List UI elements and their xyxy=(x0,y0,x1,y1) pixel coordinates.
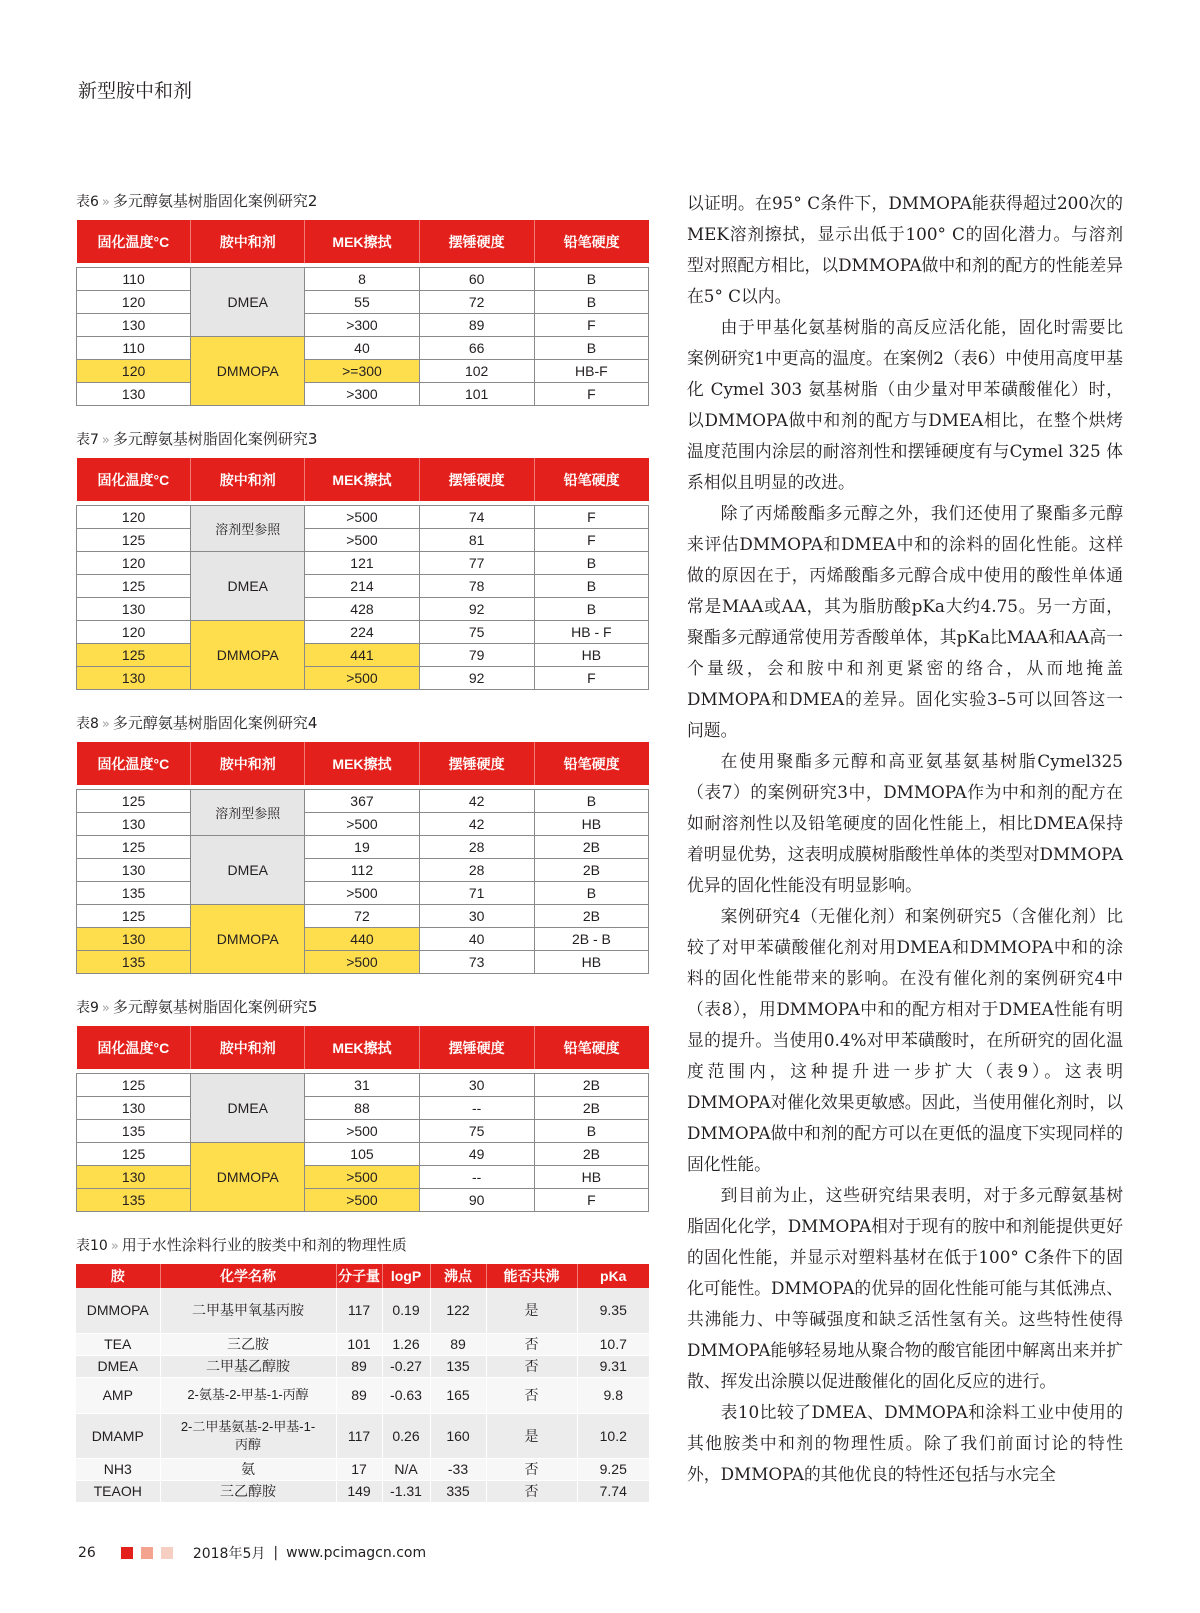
mek-cell: 31 xyxy=(305,1074,419,1097)
temp-cell: 135 xyxy=(77,882,191,905)
logp-cell: -0.27 xyxy=(382,1355,430,1377)
column-header: MEK擦拭 xyxy=(305,220,419,263)
column-header: 胺中和剂 xyxy=(191,742,305,785)
table-row xyxy=(77,859,649,882)
column-header: 固化温度°C xyxy=(77,1026,191,1069)
pendulum-cell: 75 xyxy=(419,1120,534,1143)
table-header-row xyxy=(77,220,649,263)
table-row xyxy=(77,598,649,621)
boiling-point-cell: 160 xyxy=(430,1413,486,1458)
logp-cell: 0.26 xyxy=(382,1413,430,1458)
boiling-point-cell: 135 xyxy=(430,1355,486,1377)
curing-data-table xyxy=(76,742,649,974)
amine-cell: DMAMP xyxy=(76,1413,160,1458)
pendulum-cell: 102 xyxy=(419,360,534,383)
pendulum-cell: 92 xyxy=(419,598,534,621)
curing-data-table xyxy=(76,1026,649,1212)
mek-cell: 19 xyxy=(305,836,419,859)
table-row xyxy=(76,1333,649,1355)
temp-cell: 125 xyxy=(77,1143,191,1166)
temp-cell: 130 xyxy=(77,383,191,406)
pencil-cell: 2B xyxy=(534,1097,648,1120)
pencil-cell: B xyxy=(534,268,648,291)
pencil-cell: HB xyxy=(534,1166,648,1189)
amine-group-cell: DMMOPA xyxy=(191,1143,305,1212)
pencil-cell: 2B xyxy=(534,905,648,928)
footer-separator: | xyxy=(273,1545,279,1561)
mek-cell: 214 xyxy=(305,575,419,598)
pendulum-cell: -- xyxy=(419,1097,534,1120)
table-block xyxy=(76,996,649,1212)
issue-date: 2018年5月 xyxy=(192,1546,266,1562)
chemical-name-cell: 2-氨基-2-甲基-1-丙醇 xyxy=(160,1377,336,1413)
logp-cell: N/A xyxy=(382,1458,430,1480)
amine-group-cell: DMEA xyxy=(191,836,305,905)
curing-data-table xyxy=(76,458,649,690)
pencil-cell: F xyxy=(534,314,648,337)
molecular-weight-cell: 17 xyxy=(336,1458,382,1480)
chemical-name-cell: 2-二甲基氨基-2-甲基-1-丙醇 xyxy=(160,1413,336,1458)
mek-cell: >500 xyxy=(305,529,419,552)
temp-cell: 120 xyxy=(77,506,191,529)
temp-cell: 110 xyxy=(77,337,191,360)
mek-cell: 441 xyxy=(305,644,419,667)
column-header: 胺中和剂 xyxy=(191,1026,305,1069)
table-caption xyxy=(76,712,649,734)
pendulum-cell: 28 xyxy=(419,859,534,882)
mek-cell: >300 xyxy=(305,314,419,337)
pendulum-cell: 79 xyxy=(419,644,534,667)
pendulum-cell: 30 xyxy=(419,905,534,928)
amine-cell: TEA xyxy=(76,1333,160,1355)
table-number: 表6 xyxy=(76,194,99,210)
mek-cell: >=300 xyxy=(305,360,419,383)
molecular-weight-cell: 117 xyxy=(336,1413,382,1458)
pka-cell: 10.2 xyxy=(577,1413,649,1458)
table-block xyxy=(76,712,649,974)
paragraph: 案例研究4（无催化剂）和案例研究5（含催化剂）比较了对甲苯磺酸催化剂对用DMEA和DMMOPA中和的涂料的固化性能带来的影响。在没有催化剂的案例研究4中（表8），用DMMOPA中和的配方相对于DMEA性能有明显的提升。当使用0.4%对甲苯磺酸时，在所研究的固化温度范围内，这种提升进一步扩大（表9）。这表明DMMOPA对催化效果更敏感。因此，当使用催化剂时，以DMMOPA做中和剂的配方可以在更低的温度下实现同样的固化性能。 xyxy=(687,906,1123,1174)
table-title: 多元醇氨基树脂固化案例研究5 xyxy=(112,998,318,1016)
table-row xyxy=(77,644,649,667)
pendulum-cell: 42 xyxy=(419,813,534,836)
tables-column xyxy=(76,190,649,1525)
amine-cell: DMMOPA xyxy=(76,1288,160,1333)
boiling-point-cell: 165 xyxy=(430,1377,486,1413)
column-header: 化学名称 xyxy=(160,1264,336,1288)
pencil-cell: B xyxy=(534,337,648,360)
pendulum-cell: 71 xyxy=(419,882,534,905)
case-study-tables xyxy=(76,190,649,1212)
temp-cell: 125 xyxy=(77,836,191,859)
pendulum-cell: 28 xyxy=(419,836,534,859)
pendulum-cell: 89 xyxy=(419,314,534,337)
pendulum-cell: 60 xyxy=(419,268,534,291)
column-header: 摆锤硬度 xyxy=(419,220,534,263)
table-row xyxy=(77,337,649,360)
body-text-column xyxy=(687,188,1123,1490)
pka-cell: 9.25 xyxy=(577,1458,649,1480)
table-number: 表7 xyxy=(76,432,99,448)
chevron-icon: » xyxy=(101,1001,110,1016)
column-header: 铅笔硬度 xyxy=(534,458,648,501)
table-header-row xyxy=(77,742,649,785)
boiling-point-cell: 122 xyxy=(430,1288,486,1333)
page-footer xyxy=(78,1543,426,1563)
pendulum-cell: 77 xyxy=(419,552,534,575)
mek-cell: >500 xyxy=(305,506,419,529)
mek-cell: 105 xyxy=(305,1143,419,1166)
pka-cell: 9.35 xyxy=(577,1288,649,1333)
footer-square-icon xyxy=(141,1547,153,1559)
chemical-name-cell: 二甲基乙醇胺 xyxy=(160,1355,336,1377)
amine-cell: DMEA xyxy=(76,1355,160,1377)
amine-group-cell: DMMOPA xyxy=(191,621,305,690)
pencil-cell: HB-F xyxy=(534,360,648,383)
table10-number: 表10 xyxy=(76,1238,108,1254)
molecular-weight-cell: 117 xyxy=(336,1288,382,1333)
pencil-cell: B xyxy=(534,882,648,905)
pencil-cell: HB xyxy=(534,644,648,667)
mek-cell: 55 xyxy=(305,291,419,314)
temp-cell: 130 xyxy=(77,598,191,621)
pendulum-cell: 75 xyxy=(419,621,534,644)
table-row xyxy=(77,291,649,314)
pendulum-cell: 73 xyxy=(419,951,534,974)
mek-cell: >500 xyxy=(305,1120,419,1143)
table-row xyxy=(77,813,649,836)
temp-cell: 135 xyxy=(77,1189,191,1212)
table-row xyxy=(76,1480,649,1502)
pencil-cell: F xyxy=(534,529,648,552)
logp-cell: 0.19 xyxy=(382,1288,430,1333)
paragraph: 以证明。在95° C条件下，DMMOPA能获得超过200次的MEK溶剂擦拭，显示出低于100° C的固化潜力。与溶剂型对照配方相比，以DMMOPA做中和剂的配方的性能差异在5° C以内。 xyxy=(687,193,1123,306)
table-caption xyxy=(76,996,649,1018)
table-row xyxy=(77,1166,649,1189)
temp-cell: 120 xyxy=(77,621,191,644)
chemical-name-cell: 二甲基甲氧基丙胺 xyxy=(160,1288,336,1333)
molecular-weight-cell: 89 xyxy=(336,1377,382,1413)
pencil-cell: 2B xyxy=(534,1074,648,1097)
temp-cell: 130 xyxy=(77,928,191,951)
boiling-point-cell: -33 xyxy=(430,1458,486,1480)
temp-cell: 120 xyxy=(77,360,191,383)
temp-cell: 130 xyxy=(77,314,191,337)
amine-group-cell: DMEA xyxy=(191,552,305,621)
table-row xyxy=(77,951,649,974)
temp-cell: 130 xyxy=(77,1166,191,1189)
chemical-name-cell: 三乙胺 xyxy=(160,1333,336,1355)
pencil-cell: B xyxy=(534,575,648,598)
pendulum-cell: 40 xyxy=(419,928,534,951)
table-caption xyxy=(76,190,649,212)
column-header: logP xyxy=(382,1264,430,1288)
pencil-cell: F xyxy=(534,383,648,406)
column-header: 摆锤硬度 xyxy=(419,458,534,501)
pencil-cell: 2B - B xyxy=(534,928,648,951)
table10-header-row xyxy=(76,1264,649,1288)
pencil-cell: HB xyxy=(534,813,648,836)
mek-cell: 224 xyxy=(305,621,419,644)
column-header: 能否共沸 xyxy=(486,1264,577,1288)
table-row xyxy=(77,575,649,598)
mek-cell: >500 xyxy=(305,813,419,836)
azeotrope-cell: 是 xyxy=(486,1413,577,1458)
pendulum-cell: 72 xyxy=(419,291,534,314)
pencil-cell: B xyxy=(534,598,648,621)
temp-cell: 125 xyxy=(77,790,191,813)
table-row xyxy=(76,1377,649,1413)
amine-group-cell: DMEA xyxy=(191,1074,305,1143)
mek-cell: 88 xyxy=(305,1097,419,1120)
pka-cell: 9.31 xyxy=(577,1355,649,1377)
pencil-cell: B xyxy=(534,1120,648,1143)
pencil-cell: 2B xyxy=(534,836,648,859)
azeotrope-cell: 否 xyxy=(486,1480,577,1502)
column-header: 固化温度°C xyxy=(77,742,191,785)
pka-cell: 9.8 xyxy=(577,1377,649,1413)
chevron-icon: » xyxy=(110,1239,119,1254)
temp-cell: 120 xyxy=(77,552,191,575)
pencil-cell: F xyxy=(534,506,648,529)
pencil-cell: 2B xyxy=(534,1143,648,1166)
logp-cell: -1.31 xyxy=(382,1480,430,1502)
table-row xyxy=(77,552,649,575)
pka-cell: 7.74 xyxy=(577,1480,649,1502)
pencil-cell: B xyxy=(534,790,648,813)
molecular-weight-cell: 89 xyxy=(336,1355,382,1377)
pendulum-cell: 92 xyxy=(419,667,534,690)
column-header: 摆锤硬度 xyxy=(419,742,534,785)
table-row xyxy=(77,905,649,928)
azeotrope-cell: 否 xyxy=(486,1377,577,1413)
logp-cell: 1.26 xyxy=(382,1333,430,1355)
chemical-name-cell: 三乙醇胺 xyxy=(160,1480,336,1502)
pendulum-cell: 101 xyxy=(419,383,534,406)
amine-group-cell: DMMOPA xyxy=(191,337,305,406)
pendulum-cell: 90 xyxy=(419,1189,534,1212)
mek-cell: >500 xyxy=(305,667,419,690)
table-row xyxy=(76,1413,649,1458)
column-header: 胺 xyxy=(76,1264,160,1288)
mek-cell: 440 xyxy=(305,928,419,951)
column-header: MEK擦拭 xyxy=(305,458,419,501)
table-row xyxy=(77,928,649,951)
pencil-cell: F xyxy=(534,1189,648,1212)
column-header: 胺中和剂 xyxy=(191,220,305,263)
pencil-cell: F xyxy=(534,667,648,690)
table-row xyxy=(77,1189,649,1212)
curing-data-table xyxy=(76,220,649,406)
mek-cell: 428 xyxy=(305,598,419,621)
temp-cell: 130 xyxy=(77,667,191,690)
pendulum-cell: 66 xyxy=(419,337,534,360)
paragraph: 由于甲基化氨基树脂的高反应活化能，固化时需要比案例研究1中更高的温度。在案例2（表6）中使用高度甲基化 Cymel 303 氨基树脂（由少量对甲苯磺酸催化）时，以DMMOPA做中和剂的配方与DMEA相比，在整个烘烤温度范围内涂层的耐溶剂性和摆锤硬度有与Cymel 325 体系相似且明显的改进。 xyxy=(687,317,1123,492)
table-row xyxy=(77,836,649,859)
chemical-name-cell: 氨 xyxy=(160,1458,336,1480)
table-row xyxy=(77,268,649,291)
website-link[interactable]: www.pcimagcn.com xyxy=(286,1545,427,1561)
temp-cell: 120 xyxy=(77,291,191,314)
pka-cell: 10.7 xyxy=(577,1333,649,1355)
table-row xyxy=(76,1458,649,1480)
temp-cell: 130 xyxy=(77,1097,191,1120)
table-row xyxy=(77,506,649,529)
azeotrope-cell: 否 xyxy=(486,1458,577,1480)
column-header: 固化温度°C xyxy=(77,220,191,263)
temp-cell: 110 xyxy=(77,268,191,291)
table-title: 多元醇氨基树脂固化案例研究2 xyxy=(112,192,318,210)
table-title: 多元醇氨基树脂固化案例研究4 xyxy=(112,714,318,732)
table-row xyxy=(77,360,649,383)
boiling-point-cell: 89 xyxy=(430,1333,486,1355)
amine-group-cell: DMMOPA xyxy=(191,905,305,974)
page-number: 26 xyxy=(78,1545,96,1561)
column-header: 铅笔硬度 xyxy=(534,1026,648,1069)
footer-square-icon xyxy=(121,1547,133,1559)
column-header: 铅笔硬度 xyxy=(534,220,648,263)
amine-cell: NH3 xyxy=(76,1458,160,1480)
mek-cell: 72 xyxy=(305,905,419,928)
pendulum-cell: 81 xyxy=(419,529,534,552)
amine-properties-table xyxy=(76,1264,649,1503)
mek-cell: 367 xyxy=(305,790,419,813)
table-header-row xyxy=(77,458,649,501)
amine-group-cell: DMEA xyxy=(191,268,305,337)
temp-cell: 130 xyxy=(77,859,191,882)
amine-group-cell: 溶剂型参照 xyxy=(191,506,305,552)
table-row xyxy=(77,621,649,644)
table-row xyxy=(76,1355,649,1377)
pendulum-cell: 30 xyxy=(419,1074,534,1097)
mek-cell: 8 xyxy=(305,268,419,291)
chevron-icon: » xyxy=(101,433,110,448)
amine-group-cell: 溶剂型参照 xyxy=(191,790,305,836)
column-header: 摆锤硬度 xyxy=(419,1026,534,1069)
table-row xyxy=(76,1288,649,1333)
mek-cell: >300 xyxy=(305,383,419,406)
table-row xyxy=(77,1120,649,1143)
table-row xyxy=(77,1143,649,1166)
temp-cell: 125 xyxy=(77,529,191,552)
column-header: 分子量 xyxy=(336,1264,382,1288)
amine-cell: TEAOH xyxy=(76,1480,160,1502)
column-header: 铅笔硬度 xyxy=(534,742,648,785)
column-header: 固化温度°C xyxy=(77,458,191,501)
table-block xyxy=(76,428,649,690)
column-header: 沸点 xyxy=(430,1264,486,1288)
table-row xyxy=(77,529,649,552)
section-header: 新型胺中和剂 xyxy=(78,80,193,102)
mek-cell: 112 xyxy=(305,859,419,882)
mek-cell: >500 xyxy=(305,882,419,905)
mek-cell: 40 xyxy=(305,337,419,360)
temp-cell: 125 xyxy=(77,905,191,928)
table-row xyxy=(77,1097,649,1120)
azeotrope-cell: 否 xyxy=(486,1333,577,1355)
table10-title: 用于水性涂料行业的胺类中和剂的物理性质 xyxy=(121,1236,407,1254)
molecular-weight-cell: 101 xyxy=(336,1333,382,1355)
mek-cell: 121 xyxy=(305,552,419,575)
pencil-cell: B xyxy=(534,552,648,575)
paragraph: 在使用聚酯多元醇和高亚氨基氨基树脂Cymel325（表7）的案例研究3中，DMMOPA作为中和剂的配方在如耐溶剂性以及铅笔硬度的固化性能上，相比DMEA保持着明显优势，这表明成膜树脂酸性单体的类型对DMMOPA优异的固化性能没有明显影响。 xyxy=(687,751,1123,895)
table-header-row xyxy=(77,1026,649,1069)
table-caption xyxy=(76,428,649,450)
table-row xyxy=(77,667,649,690)
azeotrope-cell: 否 xyxy=(486,1355,577,1377)
table10-block xyxy=(76,1234,649,1503)
molecular-weight-cell: 149 xyxy=(336,1480,382,1502)
mek-cell: >500 xyxy=(305,951,419,974)
footer-square-icon xyxy=(161,1547,173,1559)
pendulum-cell: 78 xyxy=(419,575,534,598)
temp-cell: 125 xyxy=(77,1074,191,1097)
temp-cell: 130 xyxy=(77,813,191,836)
pendulum-cell: 49 xyxy=(419,1143,534,1166)
column-header: pKa xyxy=(577,1264,649,1288)
table-row xyxy=(77,383,649,406)
azeotrope-cell: 是 xyxy=(486,1288,577,1333)
table10-caption xyxy=(76,1234,649,1256)
pendulum-cell: 74 xyxy=(419,506,534,529)
temp-cell: 125 xyxy=(77,644,191,667)
table-title: 多元醇氨基树脂固化案例研究3 xyxy=(112,430,318,448)
paragraph: 除了丙烯酸酯多元醇之外，我们还使用了聚酯多元醇来评估DMMOPA和DMEA中和的涂料的固化性能。这样做的原因在于，丙烯酸酯多元醇合成中使用的酸性单体通常是MAA或AA，其为脂肪酸pKa大约4.75。另一方面，聚酯多元醇通常使用芳香酸单体，其pKa比MAA和AA高一个量级，会和胺中和剂更紧密的络合，从而地掩盖DMMOPA和DMEA的差异。固化实验3–5可以回答这一问题。 xyxy=(687,503,1123,740)
chevron-icon: » xyxy=(101,195,110,210)
pencil-cell: B xyxy=(534,291,648,314)
table-number: 表9 xyxy=(76,1000,99,1016)
mek-cell: >500 xyxy=(305,1189,419,1212)
table-row xyxy=(77,882,649,905)
boiling-point-cell: 335 xyxy=(430,1480,486,1502)
paragraph: 表10比较了DMEA、DMMOPA和涂料工业中使用的其他胺类中和剂的物理性质。除了我们前面讨论的特性外，DMMOPA的其他优良的特性还包括与水完全 xyxy=(687,1402,1123,1484)
pendulum-cell: -- xyxy=(419,1166,534,1189)
temp-cell: 135 xyxy=(77,951,191,974)
table-block xyxy=(76,190,649,406)
column-header: 胺中和剂 xyxy=(191,458,305,501)
pendulum-cell: 42 xyxy=(419,790,534,813)
temp-cell: 125 xyxy=(77,575,191,598)
pencil-cell: HB - F xyxy=(534,621,648,644)
mek-cell: >500 xyxy=(305,1166,419,1189)
column-header: MEK擦拭 xyxy=(305,742,419,785)
table-row xyxy=(77,1074,649,1097)
temp-cell: 135 xyxy=(77,1120,191,1143)
pencil-cell: 2B xyxy=(534,859,648,882)
table-row xyxy=(77,314,649,337)
chevron-icon: » xyxy=(101,717,110,732)
amine-cell: AMP xyxy=(76,1377,160,1413)
paragraph: 到目前为止，这些研究结果表明，对于多元醇氨基树脂固化化学，DMMOPA相对于现有的胺中和剂能提供更好的固化性能，并显示对塑料基材在低于100° C条件下的固化可能性。DMMOPA的优异的固化性能可能与其低沸点、共沸能力、中等碱强度和缺乏活性氢有关。这些特性使得DMMOPA能够轻易地从聚合物的酸官能团中解离出来并扩散、挥发出涂膜以促进酸催化的固化反应的进行。 xyxy=(687,1185,1123,1391)
pencil-cell: HB xyxy=(534,951,648,974)
table-number: 表8 xyxy=(76,716,99,732)
table-row xyxy=(77,790,649,813)
column-header: MEK擦拭 xyxy=(305,1026,419,1069)
logp-cell: -0.63 xyxy=(382,1377,430,1413)
